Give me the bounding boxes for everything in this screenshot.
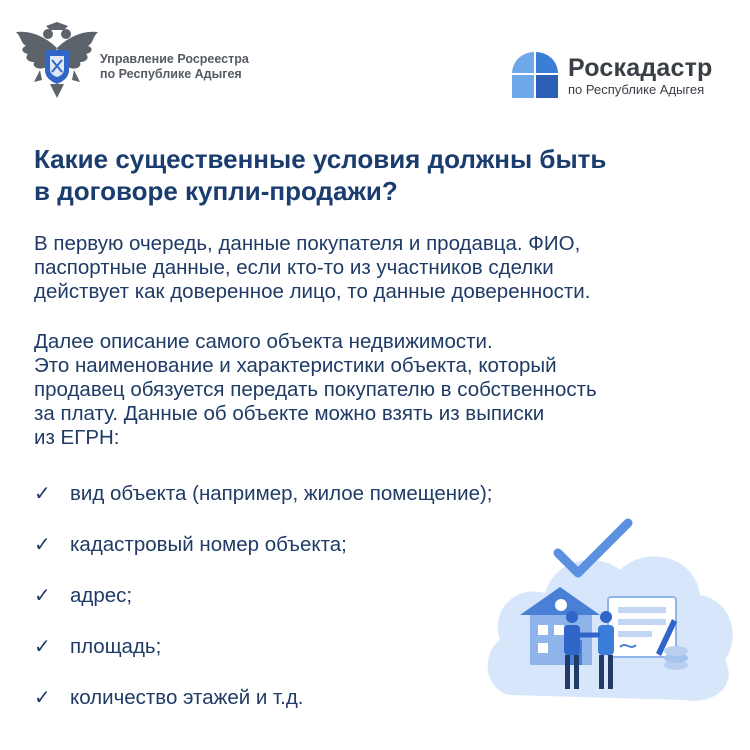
house-deal-illustration-icon <box>480 515 740 715</box>
rosreestr-org-name <box>100 52 275 82</box>
page-title <box>34 143 724 207</box>
checkmark-icon: ✓ <box>34 687 51 709</box>
checkmark-icon: ✓ <box>34 483 51 505</box>
paragraph-line: за плату. Данные об объекте можно взять из выписки <box>34 402 545 425</box>
eagle-emblem-icon <box>12 20 102 100</box>
roskadastr-brand: Роскадастр <box>568 54 713 82</box>
paragraph-line: продавец обязуется передать покупателю в собственность <box>34 378 597 401</box>
paragraph-line: действует как доверенное лицо, то данные доверенности. <box>34 280 591 303</box>
paragraph-line: Это наименование и характеристики объекта, который <box>34 354 557 377</box>
roskadastr-region: по Республике Адыгея <box>568 82 705 97</box>
paragraph-object <box>34 330 724 450</box>
list-item-text: количество этажей и т.д. <box>70 686 304 709</box>
paragraph-parties <box>34 232 724 304</box>
checkmark-icon: ✓ <box>34 636 51 658</box>
roskadastr-mark-icon <box>510 50 560 100</box>
rosreestr-org-line1: Управление Росреестра <box>100 52 249 66</box>
paragraph-line: паспортные данные, если кто-то из участников сделки <box>34 256 554 279</box>
header <box>0 0 750 120</box>
paragraph-line: Далее описание самого объекта недвижимости. <box>34 330 493 353</box>
rosreestr-org-line2: по Республике Адыгея <box>100 67 242 81</box>
page-title-line1: Какие существенные условия должны быть <box>34 144 607 174</box>
checkmark-icon: ✓ <box>34 534 51 556</box>
list-item-text: адрес; <box>70 584 133 607</box>
paragraph-line: из ЕГРН: <box>34 426 120 449</box>
list-item-text: площадь; <box>70 635 162 658</box>
rosreestr-logo <box>12 20 272 100</box>
checkmark-icon: ✓ <box>34 585 51 607</box>
page-title-line2: в договоре купли-продажи? <box>34 176 398 206</box>
roskadastr-logo <box>510 44 740 104</box>
list-item-text: вид объекта (например, жилое помещение); <box>70 482 493 505</box>
list-item-text: кадастровый номер объекта; <box>70 533 347 556</box>
paragraph-line: В первую очередь, данные покупателя и продавца. ФИО, <box>34 232 581 255</box>
